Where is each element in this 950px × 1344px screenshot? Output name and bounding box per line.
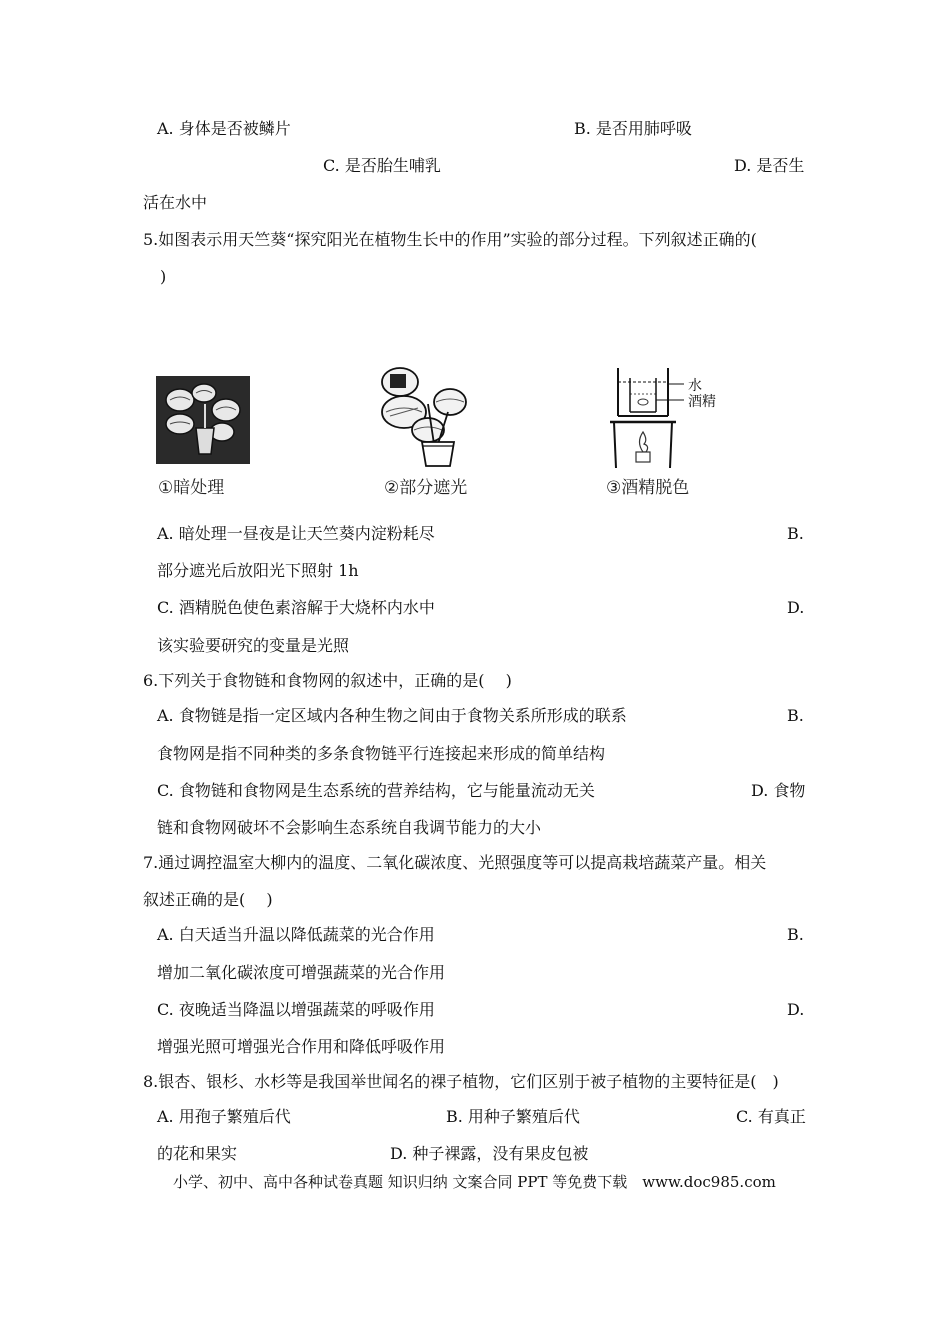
- q4-option-d-cont: 活在水中: [143, 193, 208, 212]
- q8-option-c: C. 有真正: [736, 1107, 806, 1126]
- q4-option-a: A. 身体是否被鳞片: [157, 119, 291, 138]
- q6-option-d-cont: 链和食物网破坏不会影响生态系统自我调节能力的大小: [157, 818, 542, 837]
- q4-option-d: D. 是否生: [734, 156, 805, 175]
- q6-option-d: D. 食物: [751, 781, 806, 800]
- q7-option-d-cont: 增强光照可增强光合作用和降低呼吸作用: [157, 1037, 446, 1056]
- q7-option-a: A. 白天适当升温以降低蔬菜的光合作用: [157, 925, 435, 944]
- q8-option-a: A. 用孢子繁殖后代: [157, 1107, 291, 1126]
- q6-option-b: B.: [787, 706, 804, 725]
- q5-option-b: B.: [787, 524, 804, 543]
- q5-stem-cont: ): [160, 267, 167, 286]
- q4-option-b: B. 是否用肺呼吸: [574, 119, 692, 138]
- q8-option-d: D. 种子裸露，没有果皮包被: [390, 1144, 589, 1163]
- q7-stem: 7.通过调控温室大柳内的温度、二氧化碳浓度、光照强度等可以提高栽培蔬菜产量。相关: [143, 853, 767, 872]
- q7-option-c: C. 夜晚适当降温以增强蔬菜的呼吸作用: [157, 1000, 435, 1019]
- fig3-label-alcohol: 酒精: [688, 394, 716, 410]
- q5-option-d: D.: [787, 598, 805, 617]
- q8-option-c-cont: 的花和果实: [157, 1144, 238, 1163]
- dark-treatment-figure: [156, 376, 250, 464]
- q7-option-b: B.: [787, 925, 804, 944]
- page-footer: 小学、初中、高中各种试卷真题 知识归纳 文案合同 PPT 等免费下载 www.doc985.com: [173, 1173, 776, 1191]
- q6-option-a: A. 食物链是指一定区域内各种生物之间由于食物关系所形成的联系: [157, 706, 627, 725]
- q7-option-b-cont: 增加二氧化碳浓度可增强蔬菜的光合作用: [157, 963, 446, 982]
- q6-option-c: C. 食物链和食物网是生态系统的营养结构，它与能量流动无关: [157, 781, 595, 800]
- partial-shading-figure: [374, 364, 478, 468]
- q8-stem: 8.银杏、银杉、水杉等是我国举世闻名的裸子植物，它们区别于被子植物的主要特征是( ): [143, 1072, 779, 1091]
- q5-option-c: C. 酒精脱色使色素溶解于大烧杯内水中: [157, 598, 435, 617]
- fig3-caption: ③酒精脱色: [606, 478, 690, 498]
- q4-option-c: C. 是否胎生哺乳: [323, 156, 441, 175]
- fig3-label-water: 水: [688, 378, 702, 394]
- q7-stem-cont: 叙述正确的是( ): [143, 890, 273, 909]
- q8-option-b: B. 用种子繁殖后代: [446, 1107, 580, 1126]
- q5-option-a: A. 暗处理一昼夜是让天竺葵内淀粉耗尽: [157, 524, 435, 543]
- q5-option-d-cont: 该实验要研究的变量是光照: [157, 636, 350, 655]
- q6-stem: 6.下列关于食物链和食物网的叙述中，正确的是( ): [143, 671, 512, 690]
- fig2-caption: ②部分遮光: [384, 478, 468, 498]
- q5-stem: 5.如图表示用天竺葵“探究阳光在植物生长中的作用”实验的部分过程。下列叙述正确的(: [143, 230, 757, 249]
- fig1-caption: ①暗处理: [158, 478, 225, 498]
- alcohol-decolorization-figure: [610, 364, 730, 468]
- q6-option-b-cont: 食物网是指不同种类的多条食物链平行连接起来形成的简单结构: [157, 744, 606, 763]
- q7-option-d: D.: [787, 1000, 805, 1019]
- q5-option-b-cont: 部分遮光后放阳光下照射 1h: [157, 561, 359, 580]
